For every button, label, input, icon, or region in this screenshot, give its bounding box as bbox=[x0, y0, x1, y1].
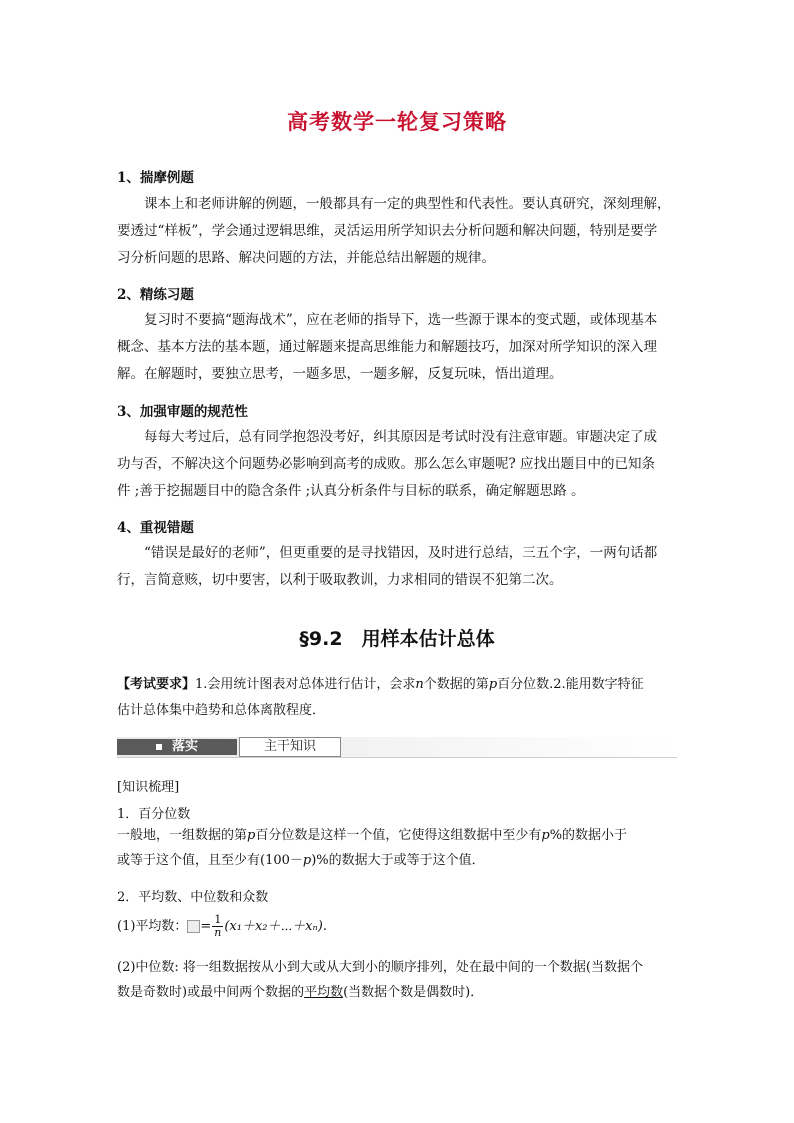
paragraph-line: 概念、基本方法的基本题，通过解题来提高思维能力和解题技巧，加深对所学知识的深入理 bbox=[117, 339, 657, 355]
section-heading-4: 4、重视错题 bbox=[117, 520, 194, 536]
paragraph-line: “错误是最好的老师”，但更重要的是寻找错因，及时进行总结，三五个字，一两句话都 bbox=[144, 545, 658, 561]
item2-title: 2．平均数、中位数和众数 bbox=[117, 890, 269, 905]
exam-req-line-2: 估计总体集中趋势和总体离散程度． bbox=[117, 703, 326, 718]
paragraph-line: 行，言简意赅，切中要害，以利于吸取教训，力求相同的错误不犯第二次。 bbox=[117, 572, 563, 588]
knowledge-tag: [知识梳理] bbox=[117, 780, 180, 795]
item1-body bbox=[117, 823, 679, 873]
paragraph-line: 每每大考过后，总有同学抱怨没考好，纠其原因是考试时没有注意审题。审题决定了成 bbox=[144, 429, 657, 445]
section-body-3 bbox=[117, 424, 677, 505]
paragraph-line: 课本上和老师讲解的例题，一般都具有一定的典型性和代表性。要认真研究，深刻理解， bbox=[144, 196, 671, 212]
mean-formula: (1)平均数： = $\frac{1}{n}$ (x₁＋x₂＋⋯＋xₙ). bbox=[117, 913, 327, 939]
exam-req-line-1: 【考试要求】1.会用统计图表对总体进行估计，会求n个数据的第p百分位数.2.能用数字特征 bbox=[117, 677, 644, 692]
fraction: $\frac{1}{n}$ bbox=[214, 913, 222, 939]
section-heading-1: 1、揣摩例题 bbox=[117, 170, 194, 186]
exam-requirements bbox=[117, 672, 679, 724]
banner-dark-tab: 落实 bbox=[117, 739, 237, 755]
paragraph-line: 件 ;善于挖掘题目中的隐含条件 ;认真分析条件与目标的联系，确定解题思路 。 bbox=[117, 483, 585, 499]
exam-req-tag: 【考试要求】 bbox=[117, 677, 196, 692]
paragraph-line: 习分析问题的思路、解决问题的方法，并能总结出解题的规律。 bbox=[117, 250, 495, 266]
section-banner bbox=[117, 737, 677, 758]
section-body-2 bbox=[117, 307, 677, 388]
section-heading-2: 2、精练习题 bbox=[117, 287, 194, 303]
banner-light-tab: 主干知识 bbox=[239, 737, 341, 757]
paragraph-line: 或等于这个值，且至少有(100－p)%的数据大于或等于这个值． bbox=[117, 853, 485, 868]
paragraph-line: 解。在解题时，要独立思考，一题多思，一题多解，反复玩味，悟出道理。 bbox=[117, 366, 563, 382]
chapter-section-title: §9.2 用样本估计总体 bbox=[299, 628, 495, 650]
section-body-1 bbox=[117, 191, 677, 272]
section-heading-3: 3、加强审题的规范性 bbox=[117, 404, 248, 420]
paragraph-line: 一般地，一组数据的第p百分位数是这样一个值，它使得这组数据中至少有p%的数据小于 bbox=[117, 828, 628, 843]
square-bullet-icon bbox=[156, 744, 162, 750]
paragraph-line: 功与否，不解决这个问题势必影响到高考的成败。那么怎么审题呢? 应找出题目中的已知条 bbox=[117, 456, 656, 472]
xbar-placeholder-icon bbox=[187, 920, 200, 933]
document-title: 高考数学一轮复习策略 bbox=[287, 110, 507, 134]
item1-title: 1．百分位数 bbox=[117, 807, 191, 822]
section-body-4 bbox=[117, 540, 677, 594]
median-definition bbox=[117, 955, 679, 1005]
paragraph-line: 数是奇数时)或最中间两个数据的平均数(当数据个数是偶数时)． bbox=[117, 985, 484, 1000]
paragraph-line: 复习时不要搞“题海战术”，应在老师的指导下，选一些源于课本的变式题，或体现基本 bbox=[144, 312, 658, 328]
paragraph-line: (2)中位数: 将一组数据按从小到大或从大到小的顺序排列，处在最中间的一个数据(当数据个 bbox=[117, 960, 643, 975]
paragraph-line: 要透过“样板”，学会通过逻辑思维，灵活运用所学知识去分析问题和解决问题，特别是要学 bbox=[117, 223, 658, 239]
